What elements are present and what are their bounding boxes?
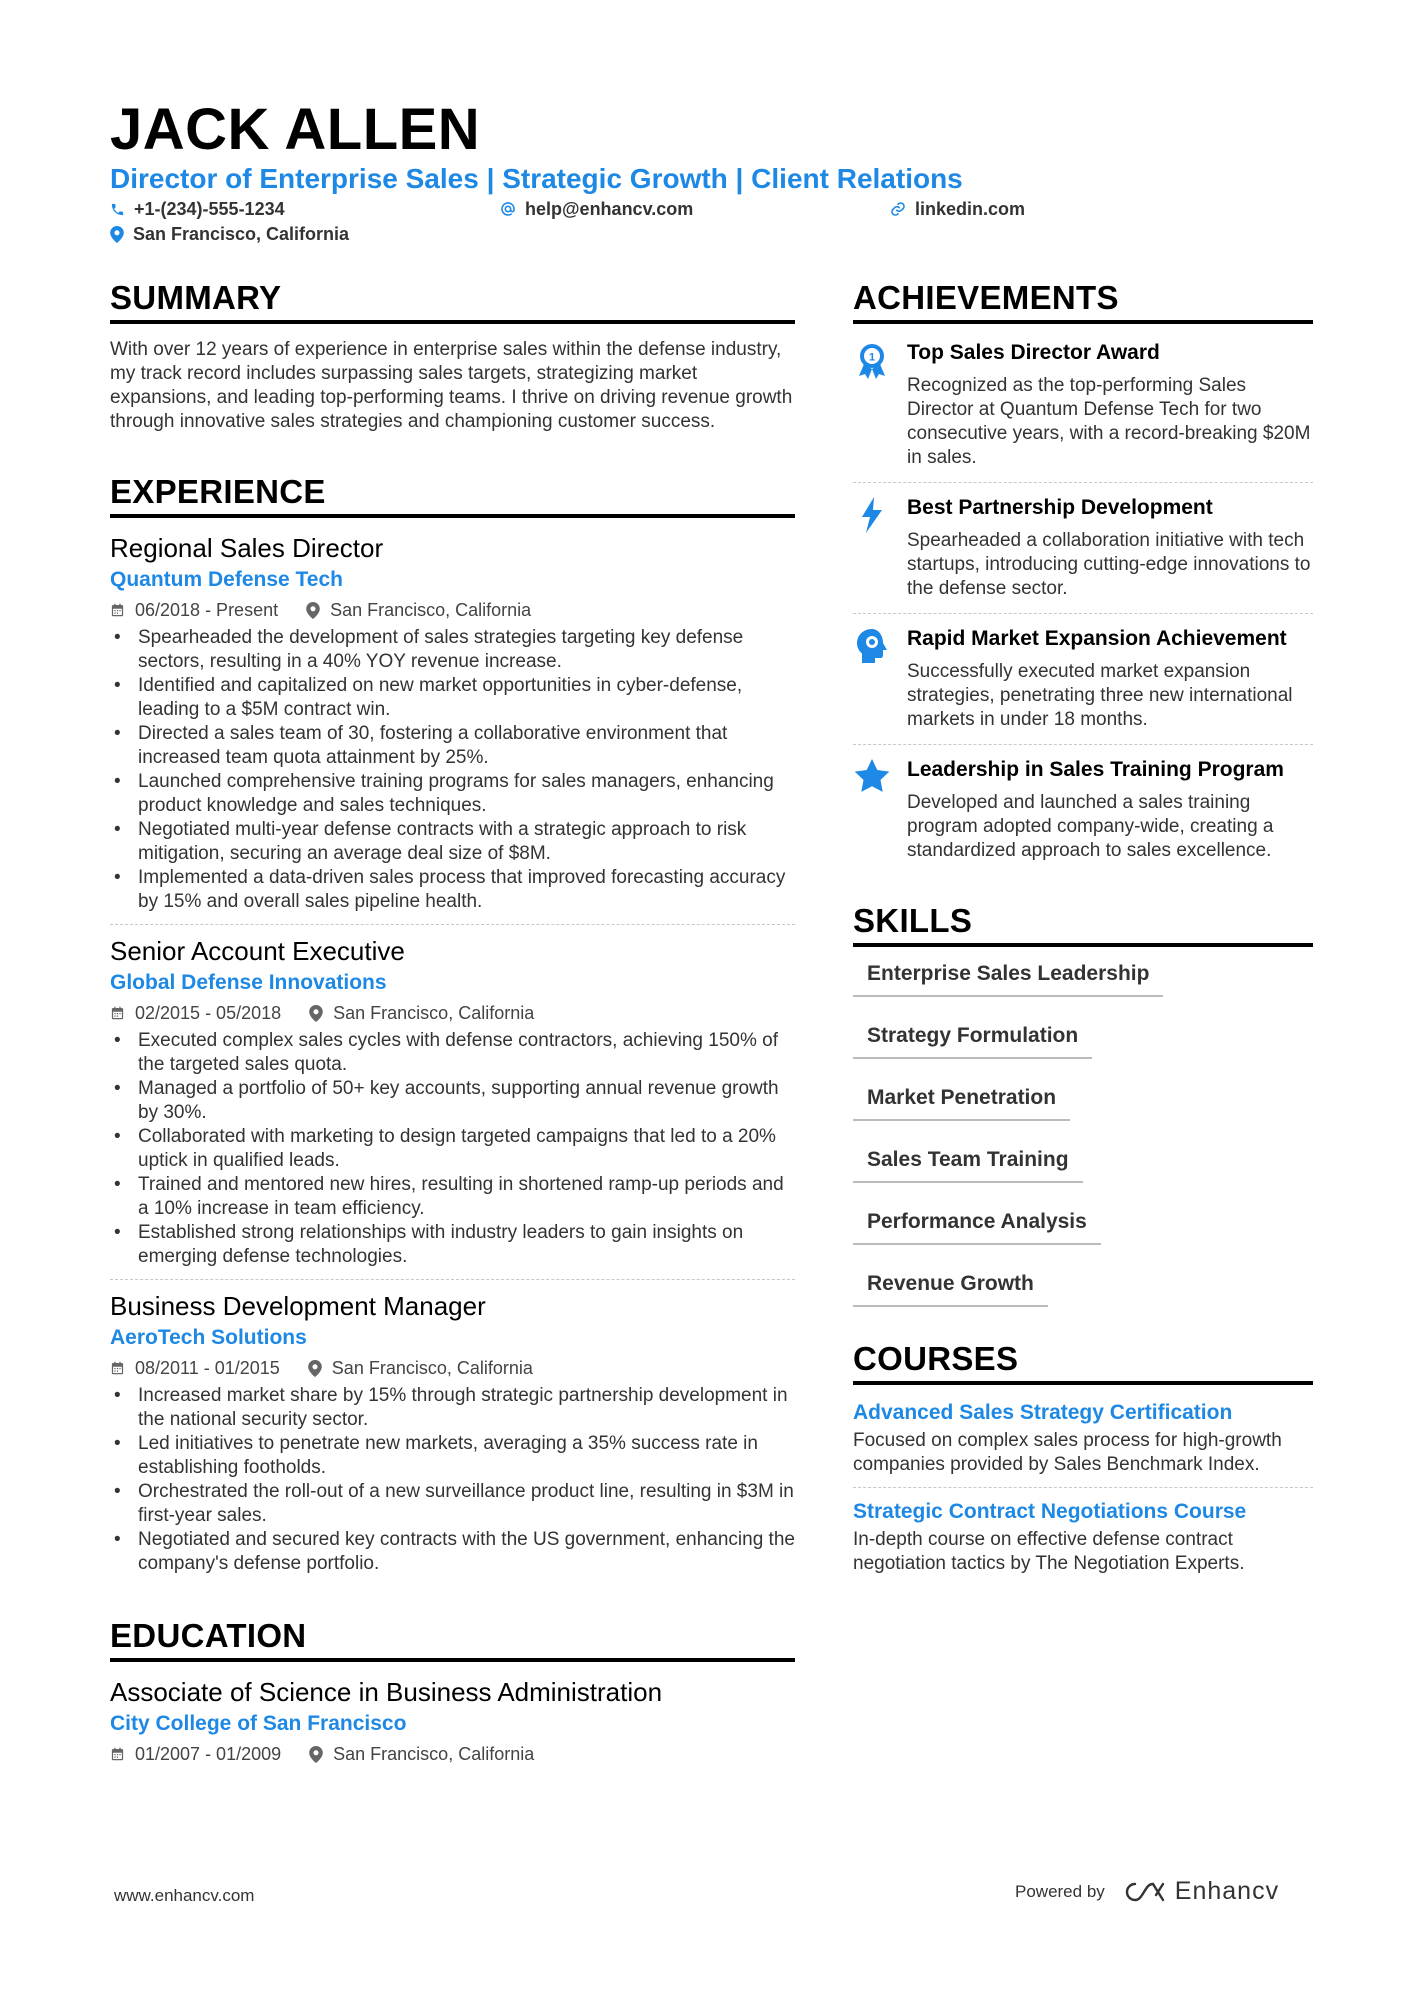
experience-section [110, 472, 795, 1586]
achievement-item [853, 483, 1313, 614]
footer-website[interactable]: www.enhancv.com [114, 1886, 255, 1905]
job-entry [110, 924, 795, 1279]
job-meta [110, 1356, 795, 1380]
calendar-icon [110, 1746, 125, 1762]
bullet-item: • Orchestrated the roll-out of a new surveillance product line, resulting in $3M in first-year sales. [110, 1480, 795, 1528]
experience-heading: EXPERIENCE [110, 472, 795, 518]
courses-section [853, 1339, 1313, 1586]
location-pin-icon [309, 1746, 323, 1763]
skill-tag: Strategy Formulation [853, 1023, 1092, 1059]
achievement-title: Best Partnership Development [907, 496, 1213, 519]
location-pin-icon [306, 602, 320, 619]
bullet-item: • Launched comprehensive training programs for sales managers, enhancing product knowledge and sales techniques. [110, 770, 795, 818]
location-pin-icon [308, 1360, 322, 1377]
achievement-item [853, 745, 1313, 875]
skill-tag: Revenue Growth [853, 1271, 1048, 1307]
achievement-item [853, 328, 1313, 483]
summary-text: With over 12 years of experience in enterprise sales within the defense industry, my track record includes surpassing sales targets, strategizing market expansions, and leading top-performing teams. I thrive on driving revenue growth through innovative sales strategies and championing customer success. [110, 339, 793, 432]
bullet-item: • Negotiated and secured key contracts with the US government, enhancing the company's defense portfolio. [110, 1528, 795, 1576]
calendar-icon [110, 1005, 125, 1021]
skill-tag: Market Penetration [853, 1085, 1070, 1121]
brand-name: Enhancv [1174, 1877, 1280, 1905]
skills-section [853, 901, 1313, 1333]
degree-title: Associate of Science in Business Administration [110, 1677, 663, 1707]
bullet-item: • Spearheaded the development of sales strategies targeting key defense sectors, resulting in a 40% YOY revenue increase. [110, 626, 795, 674]
company-name[interactable]: Quantum Defense Tech [110, 568, 343, 591]
bullet-item: • Established strong relationships with industry leaders to gain insights on emerging defense technologies. [110, 1221, 795, 1269]
contact-link [890, 198, 1025, 220]
contact-phone [110, 198, 285, 220]
course-title[interactable]: Strategic Contract Negotiations Course [853, 1500, 1247, 1523]
achievement-title: Rapid Market Expansion Achievement [907, 627, 1287, 650]
job-title: Senior Account Executive [110, 936, 405, 966]
bullet-item: • Led initiatives to penetrate new markets, averaging a 35% success rate in establishing footholds. [110, 1432, 795, 1480]
achievement-desc: Spearheaded a collaboration initiative with tech startups, introducing cutting-edge innovations to the defense sector. [907, 530, 1311, 599]
job-bullets [110, 1384, 795, 1576]
skills-heading: SKILLS [853, 901, 1313, 947]
at-sign-icon [500, 201, 516, 217]
link-icon [890, 201, 906, 217]
bullet-item: • Directed a sales team of 30, fostering a collaborative environment that increased team quota attainment by 25%. [110, 722, 795, 770]
job-dates: 08/2011 - 01/2015 [135, 1358, 280, 1378]
star-icon [854, 759, 890, 793]
achievement-title: Top Sales Director Award [907, 341, 1160, 364]
skill-tag: Enterprise Sales Leadership [853, 961, 1163, 997]
bullet-item: • Trained and mentored new hires, resulting in shortened ramp-up periods and a 10% increase in team efficiency. [110, 1173, 795, 1221]
job-bullets [110, 1029, 795, 1269]
email-text[interactable]: help@enhancv.com [525, 199, 694, 219]
location-text: San Francisco, California [133, 224, 350, 244]
job-location: San Francisco, California [333, 1003, 535, 1023]
location-pin-icon [110, 226, 124, 243]
job-dates: 02/2015 - 05/2018 [135, 1003, 282, 1023]
achievement-desc: Developed and launched a sales training program adopted company-wide, creating a standardized approach to sales excellence. [907, 792, 1274, 861]
job-title: Regional Sales Director [110, 533, 384, 563]
link-text[interactable]: linkedin.com [915, 199, 1026, 219]
skill-tag: Performance Analysis [853, 1209, 1101, 1245]
course-desc: In-depth course on effective defense contract negotiation tactics by The Negotiation Experts. [853, 1529, 1245, 1574]
education-meta [110, 1742, 795, 1766]
achievements-heading: ACHIEVEMENTS [853, 278, 1313, 324]
head-idea-icon [855, 628, 889, 664]
achievement-desc: Successfully executed market expansion strategies, penetrating three new international markets in under 18 months. [907, 661, 1293, 730]
achievement-title: Leadership in Sales Training Program [907, 758, 1284, 781]
job-title: Business Development Manager [110, 1291, 486, 1321]
achievement-item [853, 614, 1313, 745]
summary-heading: SUMMARY [110, 278, 795, 324]
job-location: San Francisco, California [331, 1358, 533, 1378]
bullet-item: • Executed complex sales cycles with defense contractors, achieving 150% of the targeted sales quota. [110, 1029, 795, 1077]
course-desc: Focused on complex sales process for high-growth companies provided by Sales Benchmark Index. [853, 1430, 1282, 1475]
course-item [853, 1399, 1313, 1487]
bullet-item: • Increased market share by 15% through strategic partnership development in the national security sector. [110, 1384, 795, 1432]
skill-tag: Sales Team Training [853, 1147, 1083, 1183]
job-bullets [110, 626, 795, 914]
candidate-name: JACK ALLEN [110, 97, 481, 162]
company-name[interactable]: Global Defense Innovations [110, 971, 387, 994]
headline: Director of Enterprise Sales | Strategic Growth | Client Relations [110, 163, 963, 194]
contact-email [500, 198, 693, 220]
bullet-item: • Identified and capitalized on new market opportunities in cyber-defense, leading to a $5M contract win. [110, 674, 795, 722]
powered-by-text: Powered by [1015, 1881, 1105, 1901]
right-column [853, 278, 1313, 1586]
left-column [110, 278, 795, 1766]
bullet-item: • Implemented a data-driven sales process that improved forecasting accuracy by 15% and overall sales pipeline health. [110, 866, 795, 914]
award-ribbon-icon [856, 342, 888, 380]
education-dates: 01/2007 - 01/2009 [135, 1744, 282, 1764]
course-item [853, 1487, 1313, 1586]
svg-text:1: 1 [868, 351, 876, 364]
bullet-item: • Collaborated with marketing to design targeted campaigns that led to a 20% uptick in qualified leads. [110, 1125, 795, 1173]
phone-text[interactable]: +1-(234)-555-1234 [134, 199, 285, 219]
phone-icon [110, 202, 125, 217]
job-location: San Francisco, California [330, 600, 532, 620]
achievements-section [853, 278, 1313, 875]
bullet-item: • Managed a portfolio of 50+ key accounts, supporting annual revenue growth by 30%. [110, 1077, 795, 1125]
course-title[interactable]: Advanced Sales Strategy Certification [853, 1401, 1233, 1424]
job-dates: 06/2018 - Present [135, 600, 279, 620]
company-name[interactable]: AeroTech Solutions [110, 1326, 307, 1349]
education-heading: EDUCATION [110, 1616, 795, 1662]
footer-brand [1015, 1877, 1279, 1906]
location-pin-icon [309, 1005, 323, 1022]
enhancv-logo-icon [1121, 1879, 1167, 1905]
brand-logo[interactable] [1121, 1877, 1279, 1906]
calendar-icon [110, 602, 125, 618]
courses-heading: COURSES [853, 1339, 1313, 1385]
summary-section [110, 278, 795, 434]
education-section [110, 1616, 795, 1766]
bullet-item: • Negotiated multi-year defense contracts with a strategic approach to risk mitigation, securing an average deal size of $8M. [110, 818, 795, 866]
job-meta [110, 1001, 795, 1025]
calendar-icon [110, 1360, 125, 1376]
education-location: San Francisco, California [333, 1744, 535, 1764]
skills-list [853, 961, 1313, 1333]
job-entry [110, 1279, 795, 1586]
job-meta [110, 598, 795, 622]
contact-location [110, 223, 349, 245]
lightning-bolt-icon [860, 497, 884, 533]
achievement-desc: Recognized as the top-performing Sales Director at Quantum Defense Tech for two consecutive years, with a record-breaking $20M in sales. [907, 375, 1311, 468]
job-entry [110, 532, 795, 924]
school-name[interactable]: City College of San Francisco [110, 1712, 407, 1735]
